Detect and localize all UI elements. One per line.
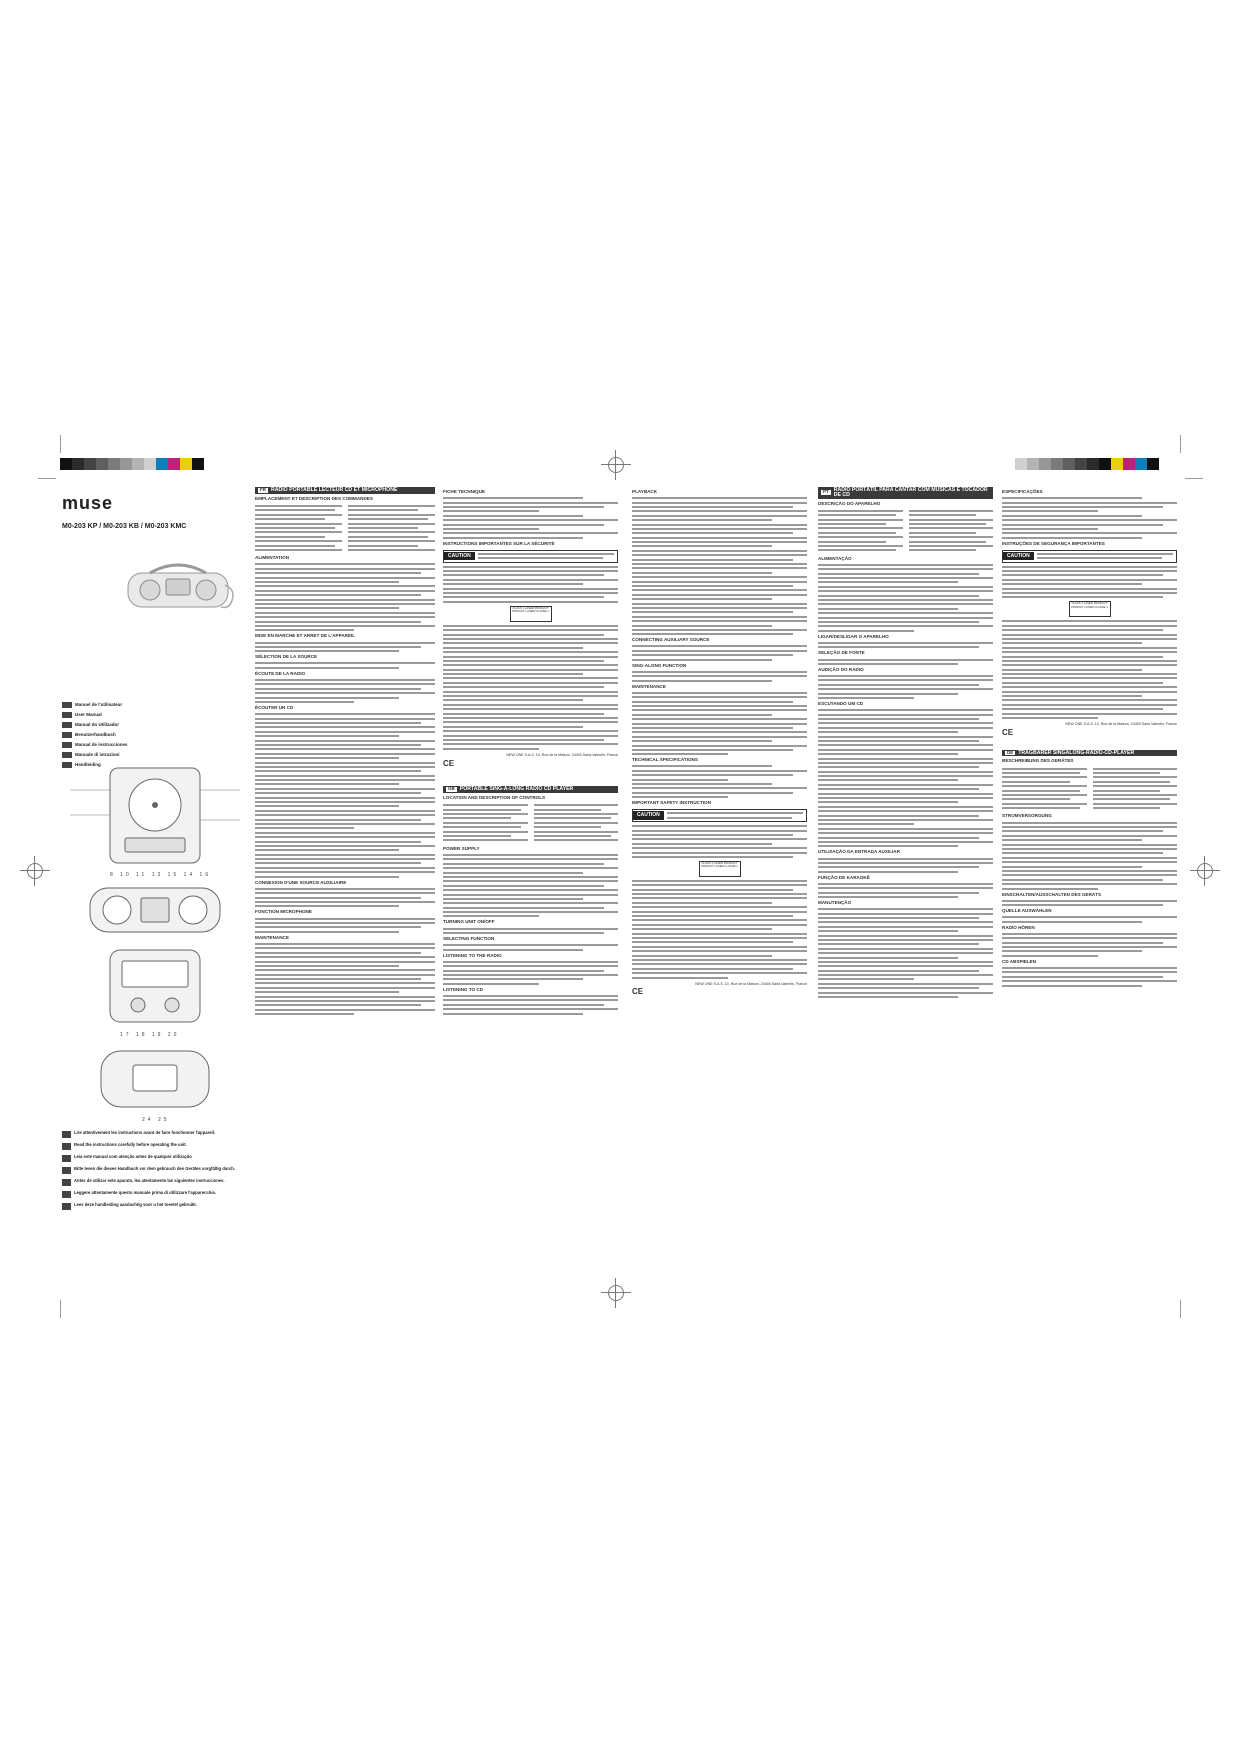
list-item: Read the instructions carefully before operating the unit. xyxy=(62,1142,237,1150)
section-title: FUNÇÃO DE KARAOKÊ xyxy=(818,874,870,880)
section-title: MANUTENÇÃO xyxy=(818,900,852,906)
list-item: Handleiding xyxy=(62,760,182,769)
list-item: Leia este manual com atenção antes de qualquer utilização xyxy=(62,1154,237,1162)
crop-mark xyxy=(38,478,56,479)
registration-mark-top xyxy=(605,454,627,476)
flag-fr-icon xyxy=(62,1131,71,1138)
section-title: EINSCHALTEN/AUSSCHALTEN DES GERÄTS xyxy=(1002,891,1102,897)
model-numbers: M0-203 KP / M0-203 KB / M0-203 KMC xyxy=(62,523,187,530)
laser-product-label: CLASS 1 LASER PRODUCT PRODUIT LASER CLASSE 1 xyxy=(510,606,552,622)
section-title: SELEÇÃO DE FONTE xyxy=(818,650,865,656)
section-title: DESCRIÇÃO DO APARELHO xyxy=(818,500,881,506)
section-title: PLAYBACK xyxy=(632,489,658,494)
device-top-diagram xyxy=(85,880,225,940)
laser-product-label: CLASS 1 LASER PRODUCT PRODUIT LASER CLASSE 1 xyxy=(699,861,741,877)
list-item: Lees deze handleiding aandachtig voor u het toestel gebruikt. xyxy=(62,1202,237,1210)
flag-de-icon xyxy=(62,732,72,738)
brand-logo: muse xyxy=(62,493,114,513)
section-title: SING-ALONG FUNCTION xyxy=(632,662,687,668)
diagram-numbers-row3: 24 25 xyxy=(142,1117,170,1123)
flag-gb-icon xyxy=(62,1143,71,1150)
section-title: ALIMENTATION xyxy=(255,555,290,561)
flag-gb-icon xyxy=(62,712,72,718)
section-title: INSTRUCTIONS IMPORTANTES SUR LA SÉCURITÉ xyxy=(443,540,555,546)
section-title: RADIO HÖREN xyxy=(1002,924,1035,930)
section-title: CONNEXION D'UNE SOURCE AUXILIAIRE xyxy=(255,879,347,885)
section-title: IMPORTANT SAFETY INSTRUCTION xyxy=(632,800,711,806)
flag-nl-icon xyxy=(62,1203,71,1210)
section-header-de: DE TRAGBARER SINGALONG-RADIO-CD-PLAYER xyxy=(1002,750,1177,757)
flag-pt-icon xyxy=(62,722,72,728)
french-column xyxy=(255,487,435,1018)
flag-it-icon xyxy=(62,1191,71,1198)
fr-specs-column xyxy=(443,487,618,1017)
section-header-fr: FR RADIO PORTABLE LECTEUR CD ET MICROPHONE xyxy=(255,487,435,494)
section-title: SELECTING FUNCTION xyxy=(443,936,495,942)
english-column xyxy=(632,487,807,999)
section-title: BESCHREIBUNG DES GERÄTES xyxy=(1002,758,1074,764)
section-title: UTILIZAÇÃO DA ENTRADA AUXILIAR xyxy=(818,849,900,855)
crop-mark xyxy=(1185,478,1203,479)
color-bar-left xyxy=(60,458,204,470)
section-title: AUDIÇÃO DO RÁDIO xyxy=(818,666,864,672)
color-bar-right xyxy=(1015,458,1159,470)
device-side-diagram xyxy=(100,945,210,1030)
pt-specs-german-column xyxy=(1002,487,1177,989)
flag-de-icon xyxy=(62,1167,71,1174)
laser-product-label: CLASS 1 LASER PRODUCT PRODUIT LASER CLASSE 1 xyxy=(1069,601,1111,617)
section-title: TECHNICAL SPECIFICATIONS xyxy=(632,757,698,763)
flag-es-icon xyxy=(62,1179,71,1186)
section-title: TURNING UNIT ON/OFF xyxy=(443,919,495,925)
section-title: QUELLE AUSWÄHLEN xyxy=(1002,908,1052,914)
section-title: ÉCOUTER UN CD xyxy=(255,705,294,711)
list-item: User Manual xyxy=(62,710,182,719)
ce-mark: CE xyxy=(632,987,644,997)
crop-mark xyxy=(60,435,61,453)
section-title: ALIMENTAÇÃO xyxy=(818,555,852,561)
manufacturer-address: NEW ONE S.A.S. 10, Rue de la Maison, 24400 Saint-Valentin, France xyxy=(695,981,807,986)
section-title: CD ABSPIELEN xyxy=(1002,958,1037,964)
section-title: ÉCOUTE DE LA RADIO xyxy=(255,670,306,676)
read-instructions-list xyxy=(62,1130,237,1214)
crop-mark xyxy=(1180,435,1181,453)
section-title: POWER SUPPLY xyxy=(443,845,480,851)
section-title: LIGAR/DESLIGAR O APARELHO xyxy=(818,633,889,639)
section-title: MAINTENANCE xyxy=(632,683,666,689)
section-title: FICHE TECHNIQUE xyxy=(443,489,486,494)
section-title: CONNECTING AUXILIARY SOURCE xyxy=(632,637,710,643)
registration-mark-left xyxy=(24,860,46,882)
section-title: STROMVERSORGUNG xyxy=(1002,813,1052,819)
crop-mark xyxy=(1180,1300,1181,1318)
caution-label: CAUTION xyxy=(632,809,807,822)
section-title: INSTRUÇÕES DE SEGURANÇA IMPORTANTES xyxy=(1002,540,1105,546)
section-title: FONCTION MICROPHONE xyxy=(255,909,312,915)
flag-es-icon xyxy=(62,742,72,748)
device-front-diagram xyxy=(70,760,240,870)
registration-mark-right xyxy=(1194,860,1216,882)
list-item: Leggere attentamente questo manuale prima di utilizzare l'apparecchio. xyxy=(62,1190,237,1198)
flag-pt-icon xyxy=(62,1155,71,1162)
manufacturer-address: NEW ONE S.A.S. 10, Rue de la Maison, 24400 Saint-Valentin, France xyxy=(506,752,618,757)
ce-mark: CE xyxy=(443,758,455,768)
list-item: Manual do Utilizador xyxy=(62,720,182,729)
section-title: ESPECIFICAÇÕES xyxy=(1002,489,1043,494)
list-item: Bitte lesen die dieses Handbuch vor dem gebrauch des Gerätes sorgfältig durch. xyxy=(62,1166,237,1174)
flag-it-icon xyxy=(62,752,72,758)
list-item: Manuale di istruzioni xyxy=(62,750,182,759)
diagram-numbers-row1: 8 10 11 13 15 14 16 xyxy=(110,872,212,878)
section-title: EMPLACEMENT ET DESCRIPTION DES COMMANDES xyxy=(255,495,373,501)
section-title: MAINTENANCE xyxy=(255,934,289,940)
section-header-pt: PT RÁDIO PORTÁTIL PARA CANTAR COM MÚSICAS E TOCADOR DE CD xyxy=(818,487,993,499)
list-item: Manual de instrucciones xyxy=(62,740,182,749)
flag-fr-icon xyxy=(62,702,72,708)
portuguese-column xyxy=(818,487,993,1000)
section-title: MISE EN MARCHE ET ARRET DE L'APPAREIL xyxy=(255,633,356,639)
manufacturer-address: NEW ONE S.A.S. 10, Rue de la Maison, 24400 Saint-Valentin, France xyxy=(1065,722,1177,726)
section-title: LISTENING TO CD xyxy=(443,986,483,992)
list-item: Lire attentivement les instructions avant de faire fonctionner l'appareil. xyxy=(62,1130,237,1138)
caution-label: CAUTION xyxy=(443,550,618,563)
section-title: ESCUTANDO UM CD xyxy=(818,701,864,707)
section-header-gb: GB PORTABLE SING-A-LONG RADIO CD PLAYER xyxy=(443,786,618,793)
diagram-numbers-row2: 17 18 19 20 xyxy=(120,1032,180,1038)
device-rear-diagram xyxy=(95,1045,215,1115)
list-item: Benutzerhandbuch xyxy=(62,730,182,739)
product-image xyxy=(120,555,245,615)
section-title: LISTENING TO THE RADIO xyxy=(443,952,502,958)
list-item: Antes de utilizar este aparato, lea atentamente las siguientes instrucciones. xyxy=(62,1178,237,1186)
section-title: SÉLECTION DE LA SOURCE xyxy=(255,654,318,660)
section-title: LOCATION AND DESCRIPTION OF CONTROLS xyxy=(443,795,546,801)
caution-label: CAUTION xyxy=(1002,550,1177,563)
ce-mark: CE xyxy=(1002,727,1014,737)
registration-mark-bottom xyxy=(605,1282,627,1304)
list-item: Manuel de l'utilisateur xyxy=(62,700,182,709)
crop-mark xyxy=(60,1300,61,1318)
